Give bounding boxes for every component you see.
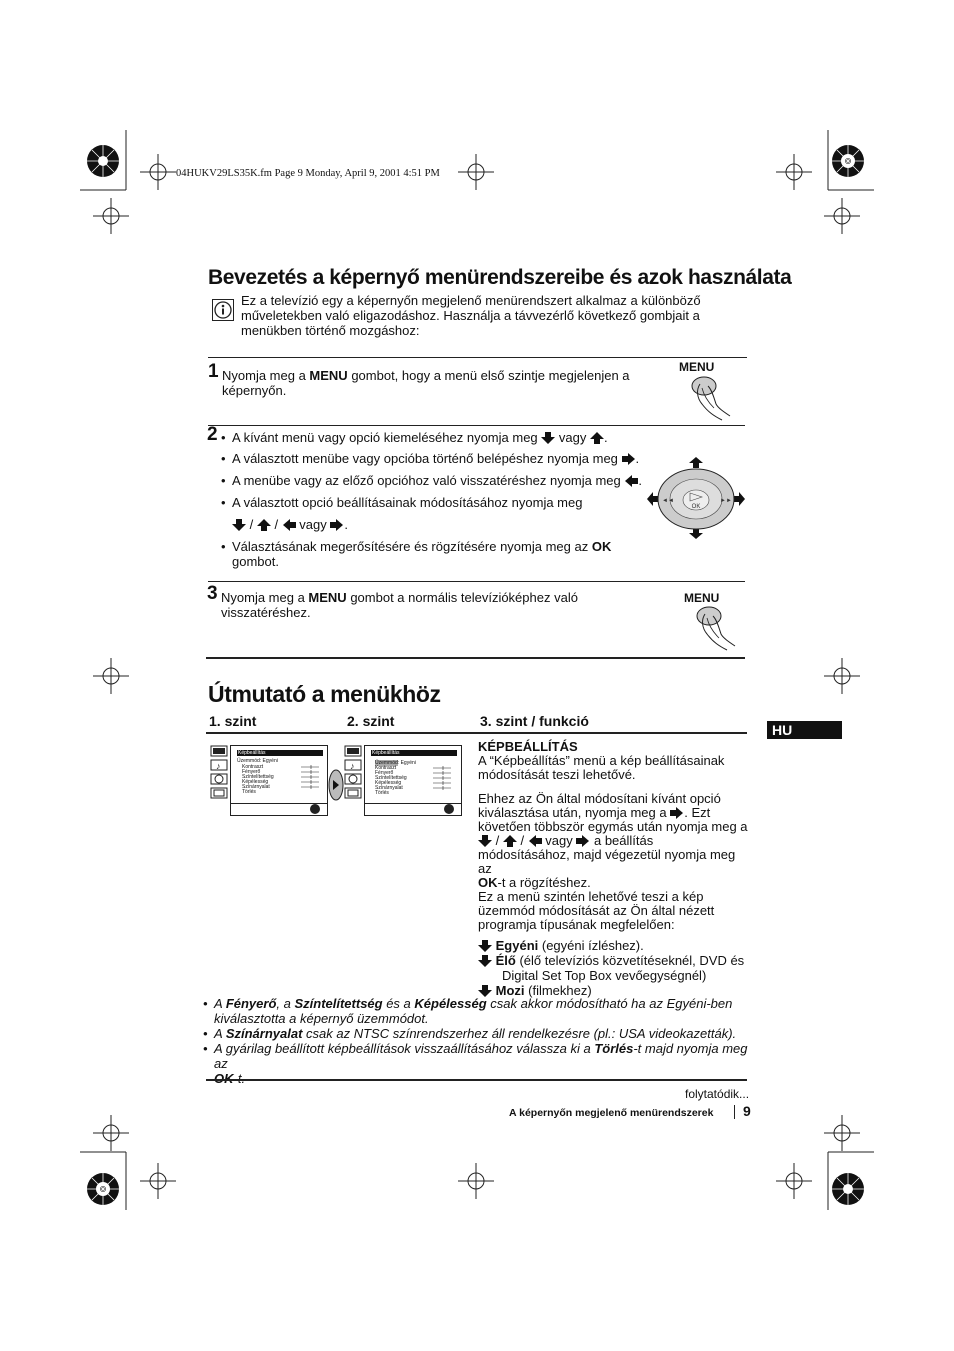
down-arrow-icon — [478, 955, 492, 967]
ok-label: OK — [691, 504, 701, 510]
col2-header: 2. szint — [347, 713, 395, 729]
step-2-number: 2 — [207, 424, 218, 445]
header-stamp: 04HUKV29LS35K.fm Page 9 Monday, April 9, 2001 4:51 PM — [176, 168, 440, 179]
screen2-item: Színárnyalat — [375, 785, 403, 791]
screen2-item: Színtelítettség — [375, 775, 407, 781]
section2-title: Útmutató a menükhöz — [208, 681, 441, 707]
down-arrow-icon — [232, 519, 246, 531]
screen2-title: Képbeállítás — [371, 750, 457, 756]
right-arrow-icon — [576, 835, 590, 847]
left-arrow-icon — [282, 519, 296, 531]
page-number: 9 — [743, 1103, 751, 1119]
screen2-mode-value: : Egyéni — [397, 760, 416, 766]
step-1-number: 1 — [208, 361, 219, 382]
continued-label: folytatódik... — [685, 1087, 750, 1101]
screen2-item: Fényerő — [375, 770, 394, 776]
menu-icons-column — [344, 745, 364, 805]
joystick-right-icon — [328, 768, 344, 802]
up-arrow-icon — [257, 519, 271, 531]
section-title: Bevezetés a képernyő menürendszereibe és azok használata — [208, 266, 792, 289]
up-arrow-icon — [503, 835, 517, 847]
screen1-item: Kontraszt — [242, 764, 264, 770]
function-description: KÉPBEÁLLÍTÁS A “Képbeállítás” menü a kép beállításainak módosítását teszi lehetővé. Ehhez az Ön által módosítani kívánt opció kiválasztása után, nyomja meg a . Ezt követően többször egymás után nyomja meg a / / vagy a beállítás módosításához, majd végezetül nyomja meg az OK-t a rögzítéshez. Ez a menü szintén lehetővé teszi a kép üzemmód módosítását az Ön által nézett programja típusának megfelelően: Egyéni (egyéni ízléshez). Élő (élő televíziós közvetítéseknél, DVD és Digital Set Top Box vevőegységnél) Mozi (filmekhez) — [478, 739, 748, 998]
right-arrow-icon — [622, 453, 636, 465]
left-arrow-icon — [528, 835, 542, 847]
screen1-title: Képbeállítás — [237, 750, 323, 756]
down-arrow-icon — [541, 432, 555, 444]
svg-text:◄◄: ◄◄ — [662, 498, 674, 504]
screen1-item: Üzemmód: Egyéni — [237, 758, 278, 764]
svg-text:►►: ►► — [720, 498, 732, 504]
svg-text:♪: ♪ — [350, 761, 355, 771]
left-arrow-icon — [624, 475, 638, 487]
menu-button-label: MENU — [684, 591, 720, 605]
screen1-item: Színtelítettség — [242, 774, 274, 780]
screen2-item: Képélesség — [375, 780, 402, 786]
col1-header: 1. szint — [209, 713, 257, 729]
language-tab: HU — [767, 721, 842, 739]
footer-section-title: A képernyőn megjelenő menürendszerek — [509, 1107, 714, 1119]
menu-logo-icon — [442, 803, 456, 815]
notes-list: • A Fényerő, a Színtelítettség és a Képélesség csak akkor módosítható ha az Egyéni-ben kiválasztotta a képernyő üzemmódot. • A Színárnyalat csak az NTSC színrendszerhez áll rendelkezésre (pl.: USA videokazetták). • A gyárilag beállított képbeállítások visszaállításához válassza ki a Törlés-t majd nyomja meg az — [203, 996, 763, 1086]
remote-joystick-icon — [646, 456, 746, 542]
menu-button-hand-icon — [684, 374, 734, 422]
screen1-item: Törlés — [242, 789, 256, 795]
intro-text: Ez a televízió egy a képernyőn megjelenő menürendszert alkalmaz a különböző műveletekben való eligazodáshoz. Használja a távvezérlő következő gombjait a menükben történő mozgáshoz: — [241, 293, 701, 338]
screen1-item: Képélesség — [242, 779, 269, 785]
col3-header: 3. szint / funkció — [480, 713, 589, 729]
right-arrow-icon — [670, 807, 684, 819]
step-1-text: Nyomja meg a MENU gombot, hogy a menü első szintje megjelenjen a képernyőn. — [222, 368, 630, 398]
screen1-item: Fényerő — [242, 769, 261, 775]
function-heading: KÉPBEÁLLÍTÁS — [478, 739, 578, 754]
menu-button-hand-icon — [689, 604, 739, 652]
svg-text:♪: ♪ — [216, 761, 221, 771]
menu-logo-icon — [308, 803, 322, 815]
menu-icons-column — [210, 745, 230, 805]
screen1-item: Színárnyalat — [242, 784, 270, 790]
down-arrow-icon — [478, 835, 492, 847]
screen2-item: Törlés — [375, 790, 389, 796]
info-icon — [212, 299, 234, 321]
step-2-list: • A kívánt menü vagy opció kiemeléséhez nyomja meg vagy . • A választott menübe vagy opcióba történő belépéshez nyomja meg . • A menübe vagy az előző opcióhoz való visszatéréshez nyomja meg . • A választott opció beállításainak módosításához nyomja meg / / vagy . • Választásának megerősítésére és rögzítésére nyomja meg az OK gombot. — [221, 430, 651, 569]
screen2-item: Kontraszt — [375, 765, 397, 771]
up-arrow-icon — [590, 432, 604, 444]
right-arrow-icon — [330, 519, 344, 531]
step-3-text: Nyomja meg a MENU gombot a normális televízióképhez való visszatéréshez. — [221, 590, 578, 620]
menu-button-label: MENU — [679, 360, 715, 374]
step-3-number: 3 — [207, 583, 218, 604]
screen2-mode-label: Üzemmód — [375, 760, 398, 766]
down-arrow-icon — [478, 940, 492, 952]
